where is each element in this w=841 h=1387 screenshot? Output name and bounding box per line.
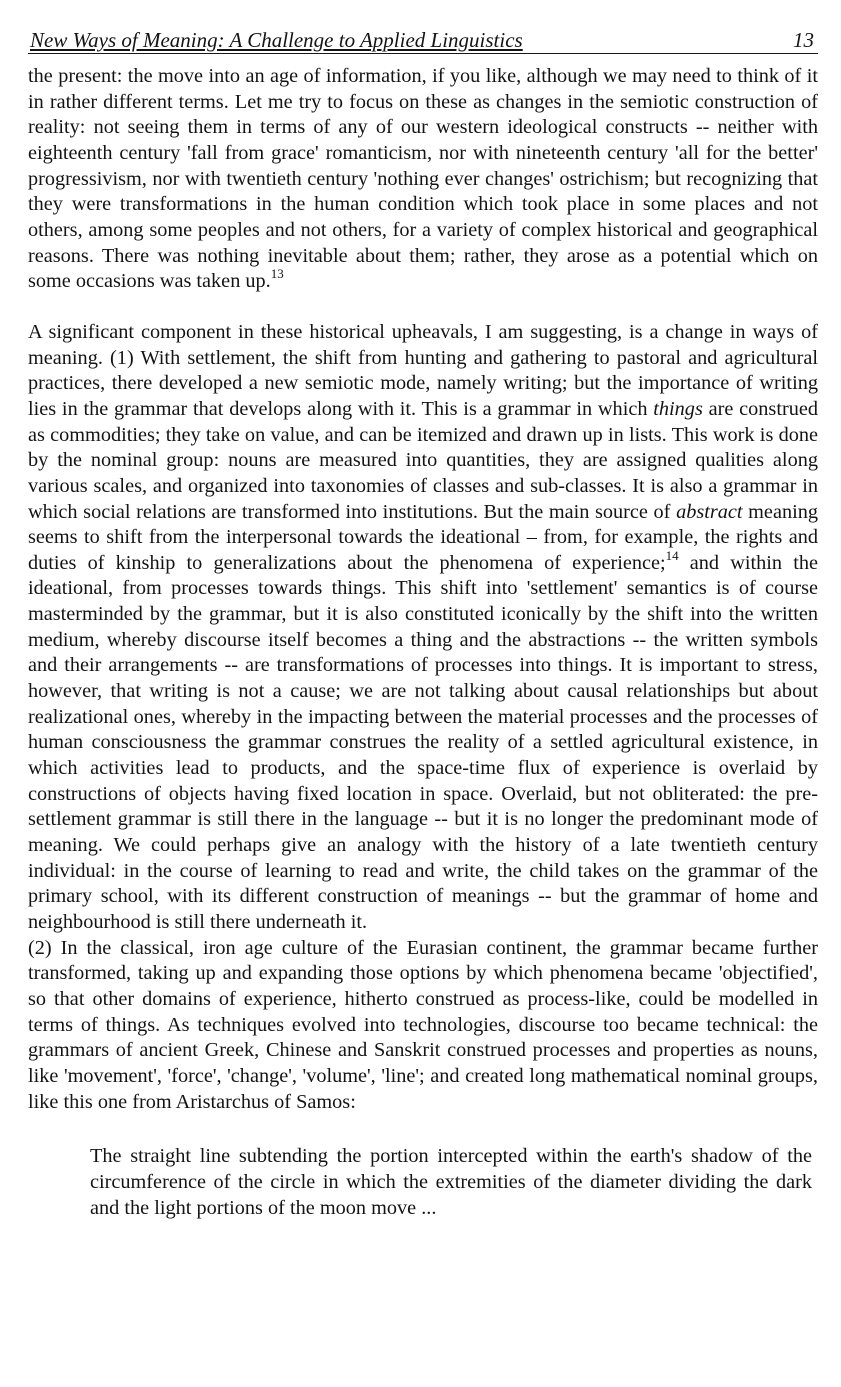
running-head-title: New Ways of Meaning: A Challenge to Applied Linguistics [30,28,523,52]
emphasis-abstract: abstract [676,500,743,523]
paragraph-text: are construed as commodities; they take on value, and can be itemized and drawn up in lists. This work is done by the nominal group: nouns are measured into quantities, they are assigned qualities along various scales, and organized into taxonomies of classes and sub-classes. It is also a grammar in which social relations are transformed into institutions. But the main source of [28,397,818,523]
footnote-ref-13: 13 [270,266,284,282]
page-number: 13 [793,28,814,52]
paragraph-2 [28,320,818,936]
paragraph-1 [28,64,818,295]
paragraph-3 [28,936,818,1116]
paragraph-text: meaning seems to shift from the interpersonal towards the ideational – from, for example, the rights and duties of kinship to generalizations about the phenomena of experience; [28,500,818,574]
paragraph-text: (2) In the classical, iron age culture of the Eurasian continent, the grammar became further transformed, taking up and expanding those options by which phenomena became 'objectified', so that other domains of experience, hitherto construed as process-like, could be modelled in terms of things. As techniques evolved into technologies, discourse too became technical: the grammars of ancient Greek, Chinese and Sanskrit construed processes and properties as nouns, like 'movement', 'force', 'change', 'volume', 'line'; and created long mathematical nominal groups, like this one from Aristarchus of Samos: [28,936,818,1113]
paragraph-text: A significant component in these historical upheavals, I am suggesting, is a change in ways of meaning. (1) With settlement, the shift from hunting and gathering to pastoral and agricultural practices, there developed a new semiotic mode, namely writing; but the importance of writing lies in the grammar that develops along with it. This is a grammar in which [28,320,818,420]
paragraph-text: the present: the move into an age of information, if you like, although we may need to think of it in rather different terms. Let me try to focus on these as changes in the semiotic construction of reality: not seeing them in terms of any of our western ideological constructs -- neither with eighteenth century 'fall from grace' romanticism, nor with nineteenth century 'all for the better' progressivism, nor with twentieth century 'nothing ever changes' ostrichism; but recognizing that they were transformations in the human condition which took place in some places and not others, among some peoples and not others, for a variety of complex historical and geographical reasons. There was nothing inevitable about them; rather, they arose as a potential which on some occasions was taken up. [28,65,818,293]
block-quote: The straight line subtending the portion intercepted within the earth's shadow of the circumference of the circle in which the extremities of the diameter dividing the dark and the light portions of the moon move ... [90,1145,812,1219]
paragraph-text: and within the ideational, from processes towards things. This shift into 'settlement' semantics is of course masterminded by the grammar, but it is also constituted iconically by the shift into the written medium, whereby discourse itself becomes a thing and the abstractions -- the written symbols and their arrangements -- are transformations of processes into things. It is important to stress, however, that writing is not a cause; we are not talking about causal relationships but about realizational ones, whereby in the impacting between the material processes and the processes of human consciousness the grammar construes the reality of a settled agricultural existence, in which activities lead to products, and the space-time flux of experience is overlaid by constructions of objects having fixed location in space. Overlaid, but not obliterated: the pre-settlement grammar is still there in the language -- but it is no longer the predominant mode of meaning. We could perhaps give an analogy with the history of a late twentieth century individual: in the course of learning to read and write, the child takes on the grammar of the primary school, with its different construction of meanings -- but the grammar of home and neighbourhood is still there underneath it. [28,551,818,933]
emphasis-things: things [653,397,703,420]
book-page [28,26,818,1221]
running-head [28,26,818,54]
footnote-ref-14: 14 [665,547,679,563]
